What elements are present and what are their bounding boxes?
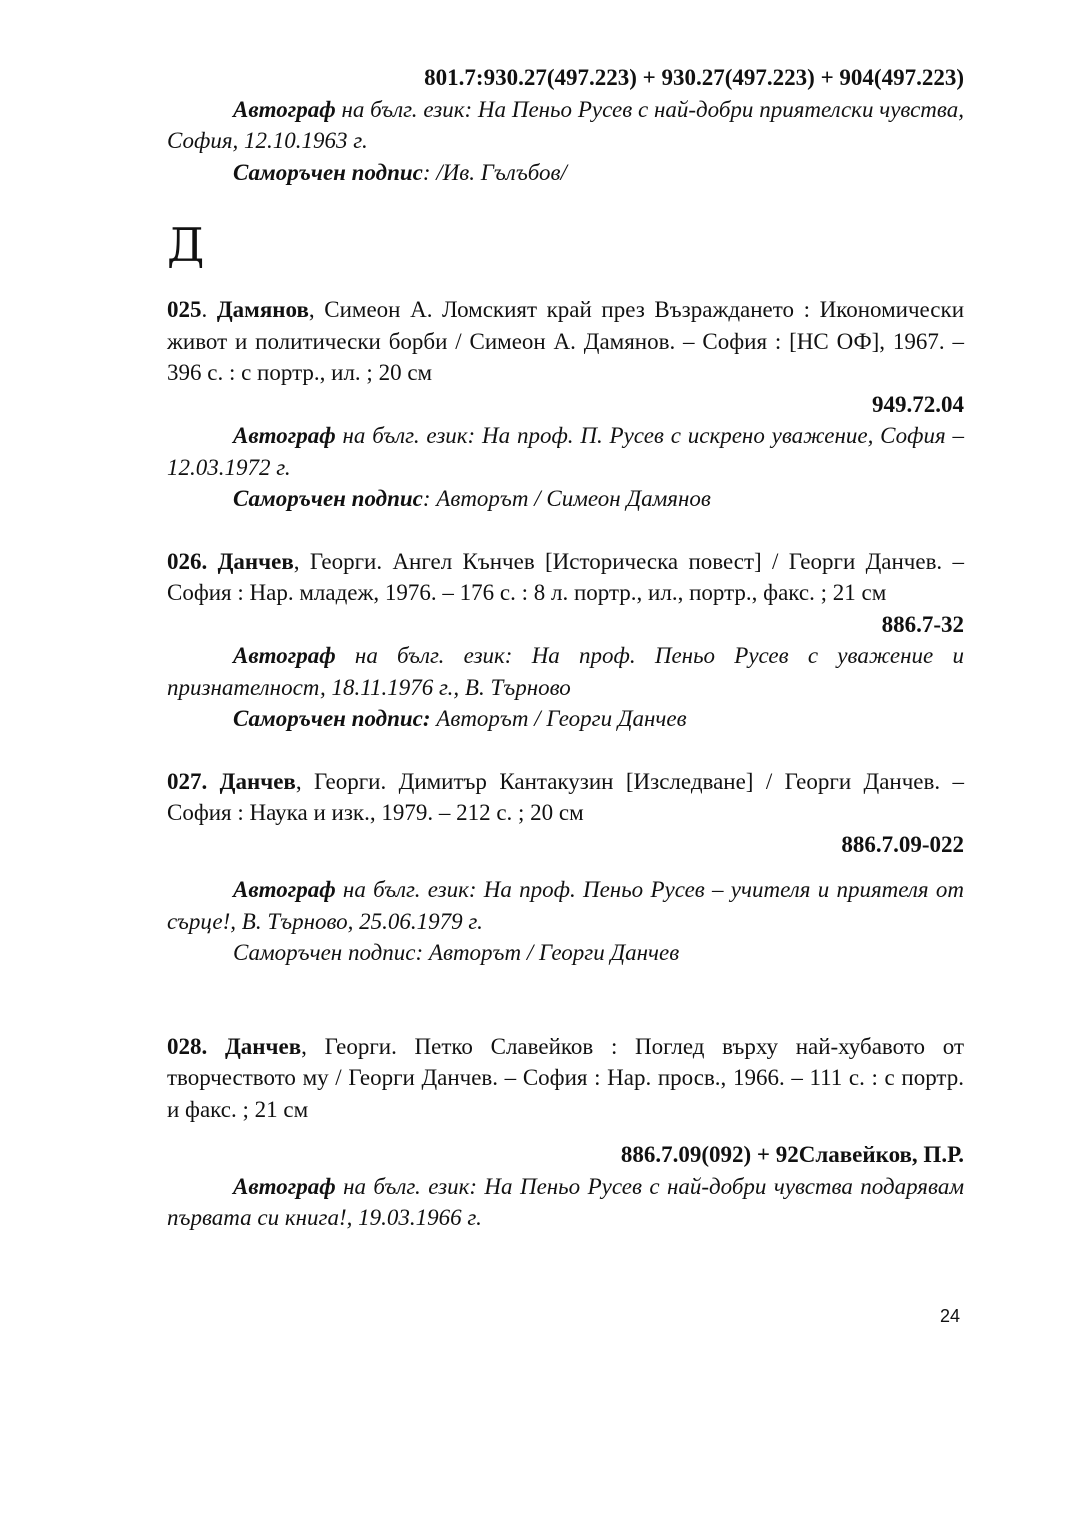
bibliography-entry <box>167 766 964 969</box>
entry-author: Данчев <box>219 768 296 794</box>
autograph-text: на бълг. език: На проф. Пеньо Русев – учителя и приятеля от сърце!, В. Търново, 25.06.1979 г. <box>167 877 964 934</box>
autograph-label: Автограф <box>233 643 336 668</box>
entry-description <box>167 294 964 389</box>
entry-text: , Георги. Ангел Кънчев [Историческа повест] / Георги Данчев. – София : Нар. младеж, 1976. – 176 с. : 8 л. портр., ил., портр., факс. ; 21 см <box>167 548 965 605</box>
entry-number: 028. <box>167 1033 208 1059</box>
entry-classification: 886.7-32 <box>881 611 964 637</box>
entry-description <box>167 546 964 609</box>
entry-description <box>167 766 964 829</box>
autograph-label: Автограф <box>233 1173 336 1199</box>
prev-entry-signature <box>167 157 964 189</box>
entry-number-sep <box>207 769 219 794</box>
entry-signature <box>167 703 964 735</box>
entry-signature: Саморъчен подпис: Авторът / Георги Данчев <box>233 940 680 965</box>
signature-text: : Авторът / Симеон Дамянов <box>422 486 711 511</box>
document-page <box>167 62 964 1234</box>
entry-number: 025 <box>167 297 202 322</box>
entry-number-sep: . <box>201 297 217 322</box>
entry-number: 027. <box>167 768 208 794</box>
bibliography-entry <box>167 294 964 515</box>
entry-autograph <box>167 420 964 483</box>
entry-number-sep <box>207 1034 225 1059</box>
entry-autograph <box>167 640 964 703</box>
entry-signature <box>167 483 964 515</box>
signature-label: Саморъчен подпис: <box>233 706 431 731</box>
entry-description <box>167 1031 964 1126</box>
entry-text: , Георги. Петко Славейков : Поглед върху най-хубавото от творчеството му / Георги Данчев. – София : Нар. просв., 1966. – 111 с. : с портр. и факс. ; 21 см <box>167 1033 964 1122</box>
entry-number: 026. <box>167 548 208 574</box>
bibliography-entry <box>167 546 964 735</box>
entry-text: , Симеон А. Ломският край през Възраждането : Икономически живот и политически борби / Симеон А. Дамянов. – София : [НС ОФ], 1967. – 396 с. : с портр., ил. ; 20 см <box>167 297 964 385</box>
autograph-text: на бълг. език: На проф. Пеньо Русев с уважение и признателност, 18.11.1976 г., В. Търново <box>167 643 964 700</box>
entry-classification: 886.7.09-022 <box>841 831 964 857</box>
prev-entry-autograph <box>167 94 964 157</box>
entry-classification: 886.7.09(092) + 92Славейков, П.Р. <box>620 1142 964 1167</box>
prev-entry-classification: 801.7:930.27(497.223) + 930.27(497.223) + 904(497.223) <box>424 65 964 90</box>
entry-number-sep <box>207 549 217 574</box>
entry-autograph <box>167 874 964 937</box>
autograph-label: Автограф <box>233 423 336 448</box>
page-number: 24 <box>940 1306 961 1326</box>
entry-author: Данчев <box>217 548 294 574</box>
autograph-text: на бълг. език: На Пеньо Русев с най-добри чувства подарявам първата си книга!, 19.03.1966 г. <box>167 1173 964 1230</box>
autograph-label: Автограф <box>233 877 336 902</box>
signature-label: Саморъчен подпис <box>233 159 423 185</box>
entry-author: Дамянов <box>216 297 309 322</box>
entry-text: , Георги. Димитър Кантакузин [Изследване] / Георги Данчев. – София : Наука и изк., 1979. – 212 с. ; 20 см <box>167 768 965 825</box>
signature-label: Саморъчен подпис <box>233 486 423 511</box>
signature-text: Авторът / Георги Данчев <box>430 706 687 731</box>
entry-classification: 949.72.04 <box>872 391 964 417</box>
bibliography-entry <box>167 1031 964 1234</box>
entry-author: Данчев <box>224 1033 302 1059</box>
autograph-text: на бълг. език: На Пеньо Русев с най-добри приятелски чувства, София, 12.10.1963 г. <box>167 96 964 153</box>
autograph-text: на бълг. език: На проф. П. Русев с искрено уважение, София – 12.03.1972 г. <box>167 423 964 480</box>
signature-text: : /Ив. Гълъбов/ <box>422 159 567 185</box>
entry-autograph <box>167 1171 964 1234</box>
section-letter: Д <box>167 218 205 272</box>
autograph-label: Автограф <box>233 96 336 122</box>
